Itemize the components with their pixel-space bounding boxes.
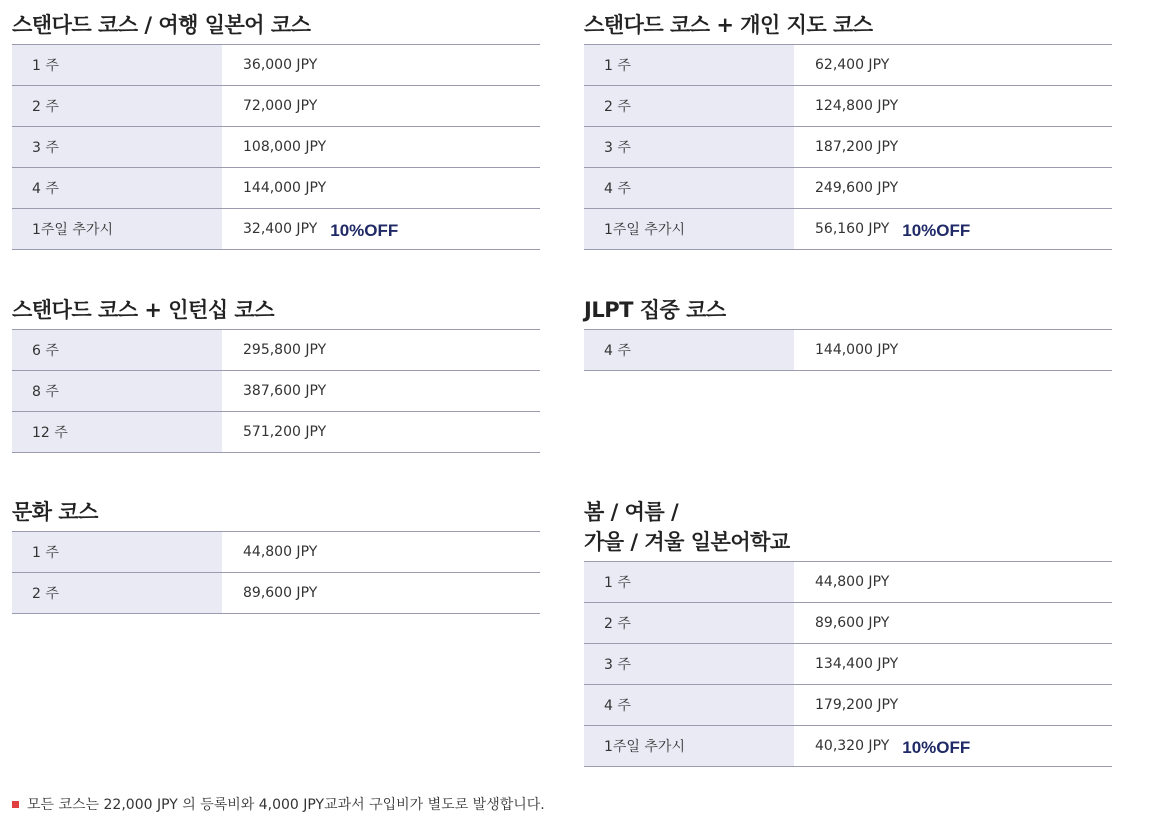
price-cell (794, 86, 1112, 126)
price-value: 179,200 JPY (815, 697, 899, 713)
duration-label: 4 주 (584, 330, 794, 370)
price-table (12, 45, 540, 250)
table-row (12, 573, 540, 614)
price-value: 187,200 JPY (815, 139, 899, 155)
duration-label: 6 주 (12, 330, 222, 370)
price-value: 144,000 JPY (815, 342, 899, 358)
table-row (584, 562, 1112, 603)
price-cell (794, 168, 1112, 208)
price-cell (222, 45, 540, 85)
price-value: 249,600 JPY (815, 180, 899, 196)
price-cell (794, 209, 1112, 249)
table-row (12, 330, 540, 371)
duration-label: 1 주 (12, 45, 222, 85)
price-table (584, 45, 1112, 250)
footnote (12, 794, 545, 814)
price-cell (222, 168, 540, 208)
discount-badge: 10%OFF (902, 738, 971, 757)
table-row (584, 45, 1112, 86)
price-table (12, 330, 540, 453)
price-value: 124,800 JPY (815, 98, 899, 114)
price-value: 44,800 JPY (243, 544, 318, 560)
price-cell (794, 644, 1112, 684)
duration-label: 4 주 (584, 685, 794, 725)
duration-label: 3 주 (12, 127, 222, 167)
section-title-line1: 봄 / 여름 / (584, 500, 679, 524)
duration-label: 1 주 (584, 45, 794, 85)
table-row (584, 644, 1112, 685)
table-row (12, 209, 540, 250)
price-cell (794, 726, 1112, 766)
price-value: 108,000 JPY (243, 139, 327, 155)
discount-badge: 10%OFF (902, 221, 971, 240)
price-value: 295,800 JPY (243, 342, 327, 358)
section-standard-internship (12, 295, 540, 453)
section-title: 스탠다드 코스 + 개인 지도 코스 (584, 10, 1112, 45)
duration-label: 3 주 (584, 127, 794, 167)
duration-label: 1주일 추가시 (584, 726, 794, 766)
price-value: 62,400 JPY (815, 57, 890, 73)
section-title-line2: 가을 / 겨울 일본어학교 (584, 530, 790, 554)
duration-label: 8 주 (12, 371, 222, 411)
price-value: 56,160 JPY (815, 221, 890, 237)
discount-badge: 10%OFF (330, 221, 399, 240)
table-row (12, 127, 540, 168)
price-cell (222, 573, 540, 613)
duration-label: 4 주 (584, 168, 794, 208)
section-title: 스탠다드 코스 + 인턴십 코스 (12, 295, 540, 330)
duration-label: 2 주 (584, 86, 794, 126)
table-row (584, 209, 1112, 250)
duration-label: 1주일 추가시 (12, 209, 222, 249)
price-value: 571,200 JPY (243, 424, 327, 440)
price-cell (794, 45, 1112, 85)
footnote-text: 모든 코스는 22,000 JPY 의 등록비와 4,000 JPY교과서 구입비가 별도로 발생합니다. (27, 797, 545, 813)
section-culture (12, 497, 540, 614)
duration-label: 1 주 (12, 532, 222, 572)
section-standard-private (584, 10, 1112, 250)
price-table (12, 532, 540, 614)
price-value: 32,400 JPY (243, 221, 318, 237)
section-seasonal (584, 497, 1112, 767)
table-row (584, 685, 1112, 726)
section-title: 스탠다드 코스 / 여행 일본어 코스 (12, 10, 540, 45)
price-value: 44,800 JPY (815, 574, 890, 590)
duration-label: 2 주 (584, 603, 794, 643)
price-cell (222, 127, 540, 167)
duration-label: 3 주 (584, 644, 794, 684)
duration-label: 1주일 추가시 (584, 209, 794, 249)
table-row (12, 412, 540, 453)
price-cell (794, 603, 1112, 643)
price-cell (222, 532, 540, 572)
price-value: 89,600 JPY (243, 585, 318, 601)
price-cell (222, 330, 540, 370)
section-title: 문화 코스 (12, 497, 540, 532)
price-table (584, 562, 1112, 767)
table-row (584, 86, 1112, 127)
price-cell (222, 86, 540, 126)
price-value: 144,000 JPY (243, 180, 327, 196)
price-cell (794, 685, 1112, 725)
table-row (12, 371, 540, 412)
price-value: 36,000 JPY (243, 57, 318, 73)
section-title (584, 497, 1112, 562)
table-row (12, 86, 540, 127)
section-jlpt (584, 295, 1112, 371)
duration-label: 4 주 (12, 168, 222, 208)
table-row (584, 726, 1112, 767)
price-cell (222, 371, 540, 411)
price-value: 72,000 JPY (243, 98, 318, 114)
table-row (12, 45, 540, 86)
price-value: 387,600 JPY (243, 383, 327, 399)
table-row (584, 127, 1112, 168)
duration-label: 2 주 (12, 86, 222, 126)
price-cell (794, 562, 1112, 602)
duration-label: 1 주 (584, 562, 794, 602)
price-cell (794, 127, 1112, 167)
price-value: 40,320 JPY (815, 738, 890, 754)
price-cell (222, 209, 540, 249)
table-row (12, 532, 540, 573)
table-row (12, 168, 540, 209)
price-cell (794, 330, 1112, 370)
table-row (584, 330, 1112, 371)
price-cell (222, 412, 540, 452)
section-standard-travel (12, 10, 540, 250)
section-title: JLPT 집중 코스 (584, 295, 1112, 330)
bullet-square-icon (12, 801, 19, 808)
table-row (584, 603, 1112, 644)
table-row (584, 168, 1112, 209)
price-value: 134,400 JPY (815, 656, 899, 672)
price-table (584, 330, 1112, 371)
duration-label: 12 주 (12, 412, 222, 452)
price-value: 89,600 JPY (815, 615, 890, 631)
duration-label: 2 주 (12, 573, 222, 613)
